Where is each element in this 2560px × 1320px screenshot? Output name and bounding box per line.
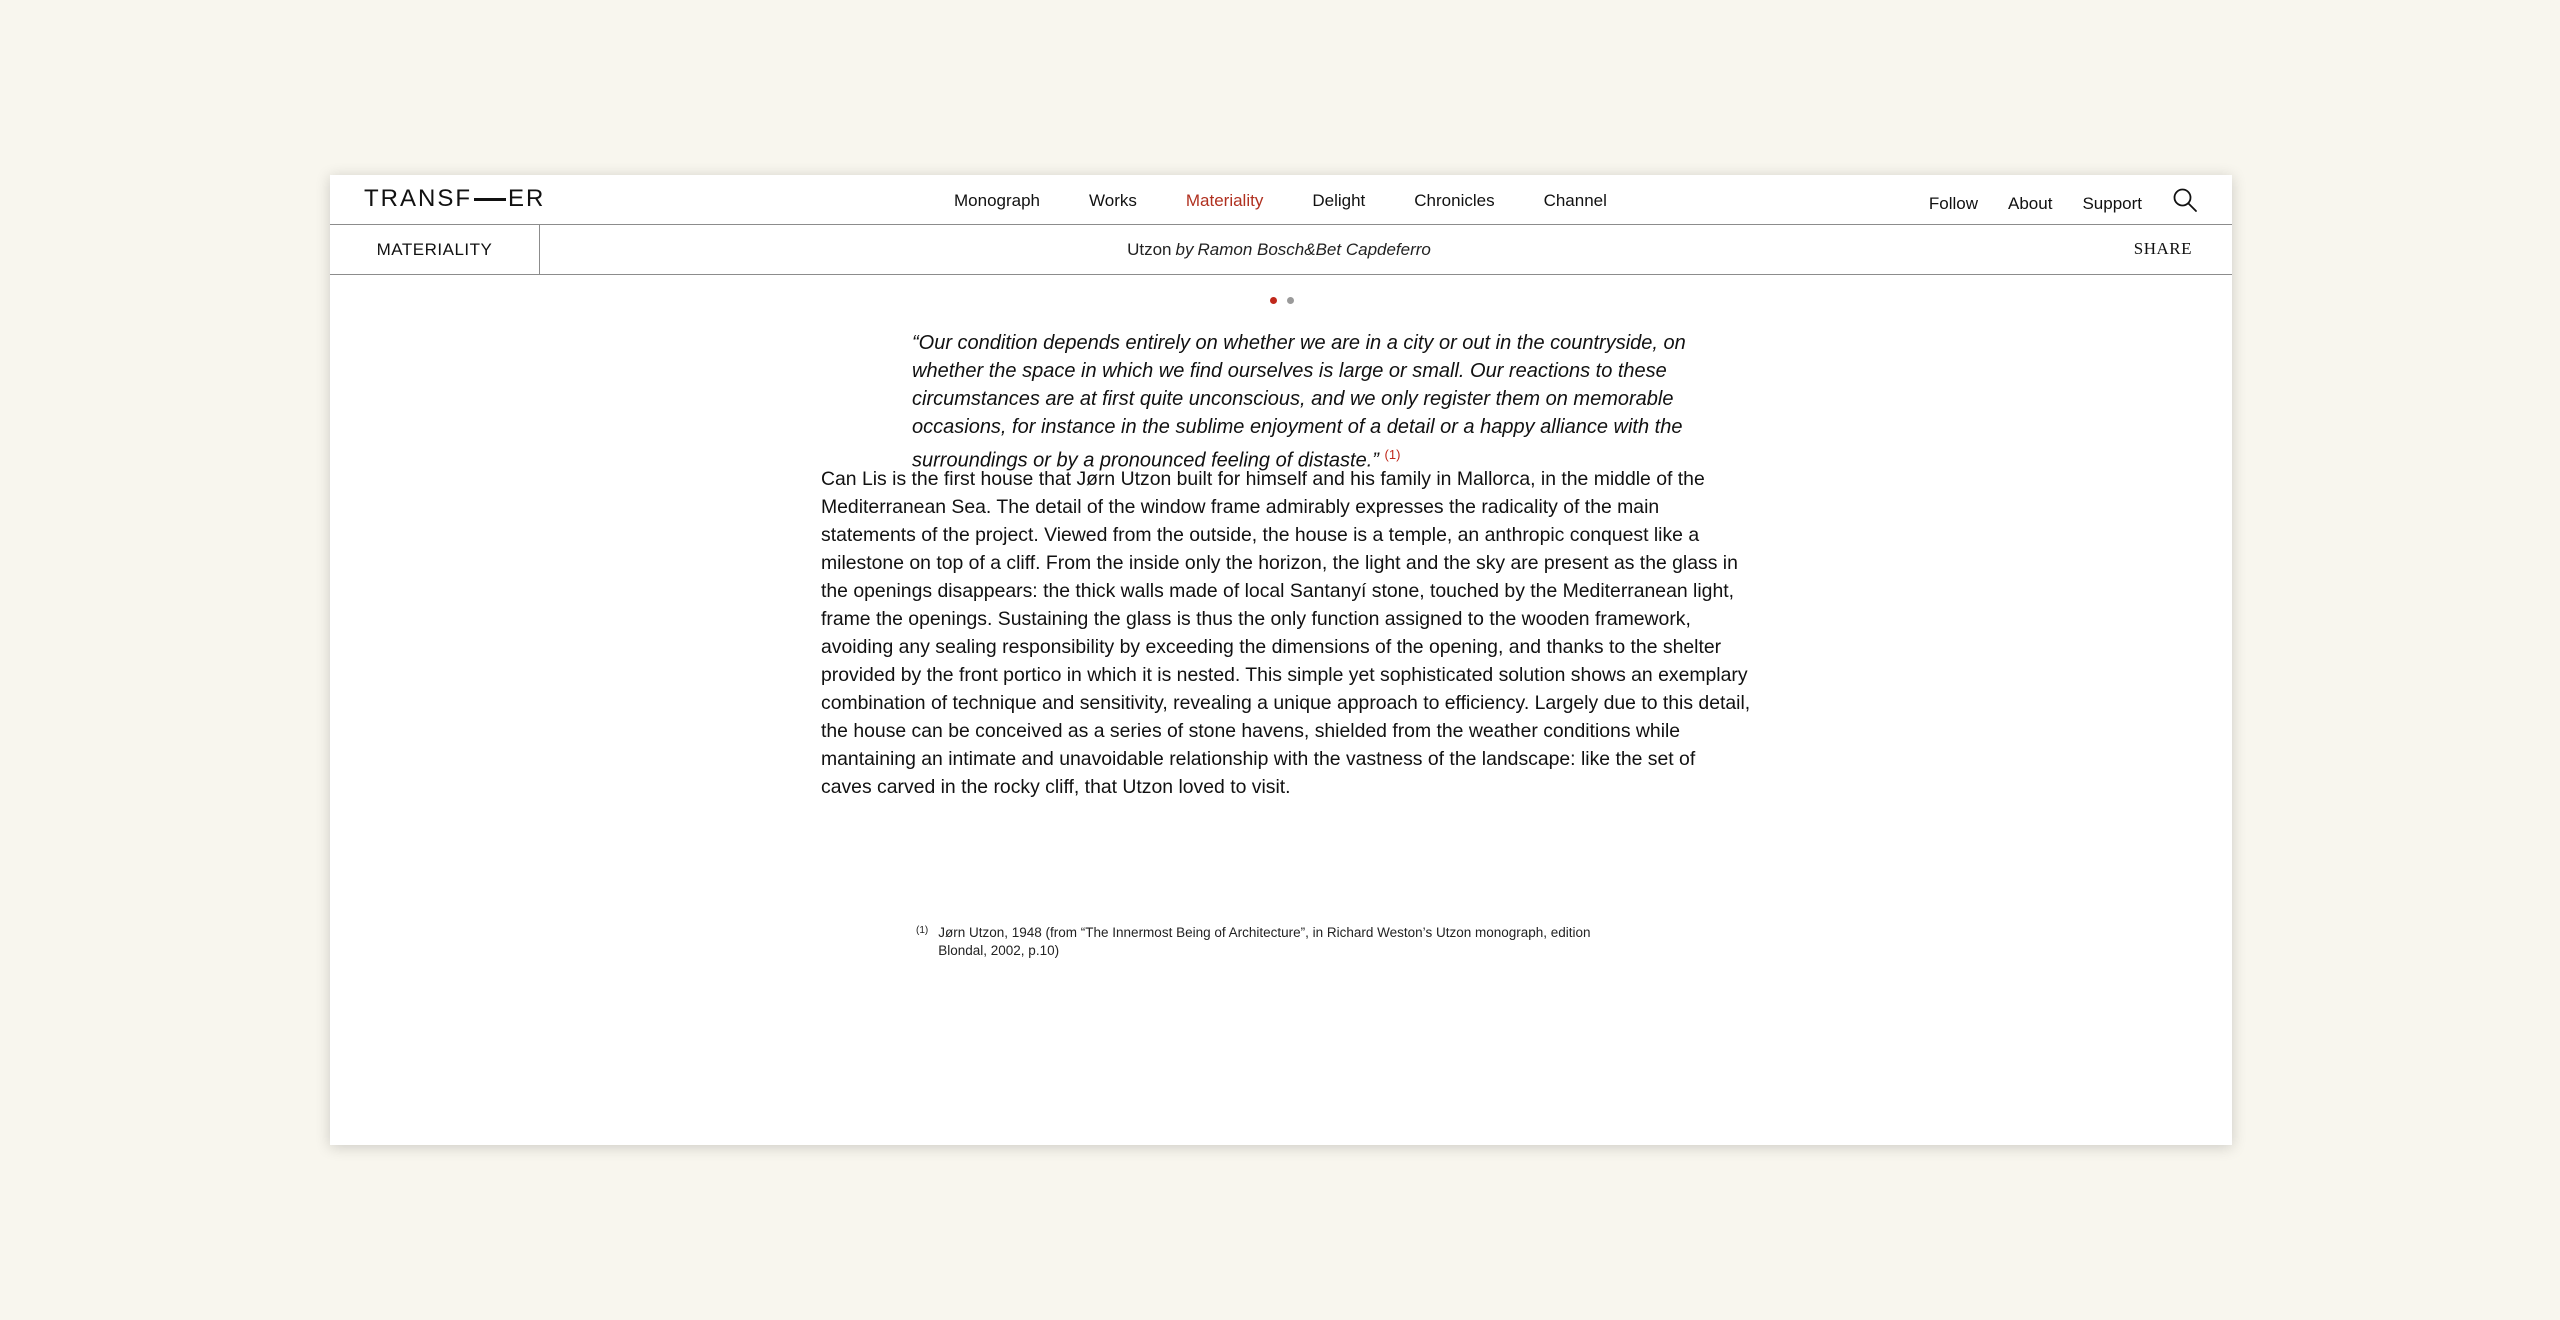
footnote-text: Jørn Utzon, 1948 (from “The Innermost Being of Architecture”, in Richard Weston’s Utzon monograph, edition Blondal, 2002, p.10) [938, 925, 1591, 958]
pagination-dot-2[interactable] [1287, 297, 1294, 304]
nav-about[interactable]: About [2008, 194, 2053, 213]
opening-quote [912, 329, 1742, 475]
nav-follow[interactable]: Follow [1928, 194, 1979, 213]
quote-footnote-ref[interactable]: (1) [1384, 447, 1401, 462]
main-nav [954, 191, 1607, 211]
logo-text-left: TRANSF [364, 185, 472, 212]
pagination-dots [1270, 297, 1294, 304]
footnote [916, 924, 1636, 960]
nav-item-channel[interactable]: Channel [1543, 191, 1607, 210]
top-navigation [330, 175, 2232, 225]
site-logo[interactable] [364, 185, 545, 213]
nav-item-monograph[interactable]: Monograph [954, 191, 1041, 210]
nav-item-materiality[interactable]: Materiality [1185, 191, 1264, 210]
logo-dash [474, 198, 506, 201]
quote-text: “Our condition depends entirely on whether we are in a city or out in the countryside, on whether the space in which we find ourselves is large or small. Our reactions to these circumstances are at first quite unconscious, and we only register them on memorable occasions, for instance in the sublime enjoyment of a detail or a happy alliance with the surroundings or by a pronounced feeling of distaste.” [912, 332, 1686, 472]
search-icon[interactable] [2172, 187, 2198, 213]
nav-item-chronicles[interactable]: Chronicles [1414, 191, 1495, 210]
right-nav [1929, 191, 2198, 217]
pagination-dot-1[interactable] [1270, 297, 1277, 304]
article-body: Can Lis is the first house that Jørn Utzon built for himself and his family in Mallorca, in the middle of the Mediterranean Sea. The detail of the window frame admirably expresses the radicality of the main statements of the project. Viewed from the outside, the house is a temple, an anthropic conquest like a milestone on top of a cliff. From the inside only the horizon, the light and the sky are present as the glass in the openings disappears: the thick walls made of local Santanyí stone, touched by the Mediterranean light, frame the openings. Sustaining the glass is thus the only function assigned to the wooden framework, avoiding any sealing responsibility by exceeding the dimensions of the opening, and thanks to the shelter provided by the front portico in which it is nested. This simple yet sophisticated solution shows an exemplary combination of technique and sensitivity, revealing a unique approach to efficiency. Largely due to this detail, the house can be conceived as a series of stone havens, shielded from the weather conditions while mantaining an intimate and unavoidable relationship with the vastness of the landscape: like the set of caves carved in the rocky cliff, that Utzon loved to visit. [821, 468, 1751, 798]
page-window [330, 175, 2232, 1145]
article-title-subject: Utzon [1127, 239, 1172, 259]
logo-text-right: ER [508, 185, 546, 212]
share-button[interactable]: SHARE [2133, 239, 2192, 258]
nav-item-works[interactable]: Works [1089, 191, 1137, 210]
article-subheader [330, 225, 2232, 275]
article-title [540, 225, 2022, 274]
article-title-authors: Ramon Bosch&Bet Capdeferro [1197, 239, 1431, 259]
section-tab-materiality[interactable]: MATERIALITY [330, 225, 540, 274]
nav-support[interactable]: Support [2082, 194, 2142, 213]
nav-item-delight[interactable]: Delight [1312, 191, 1366, 210]
article-title-by: by [1175, 239, 1194, 259]
footnote-mark: (1) [916, 925, 929, 936]
